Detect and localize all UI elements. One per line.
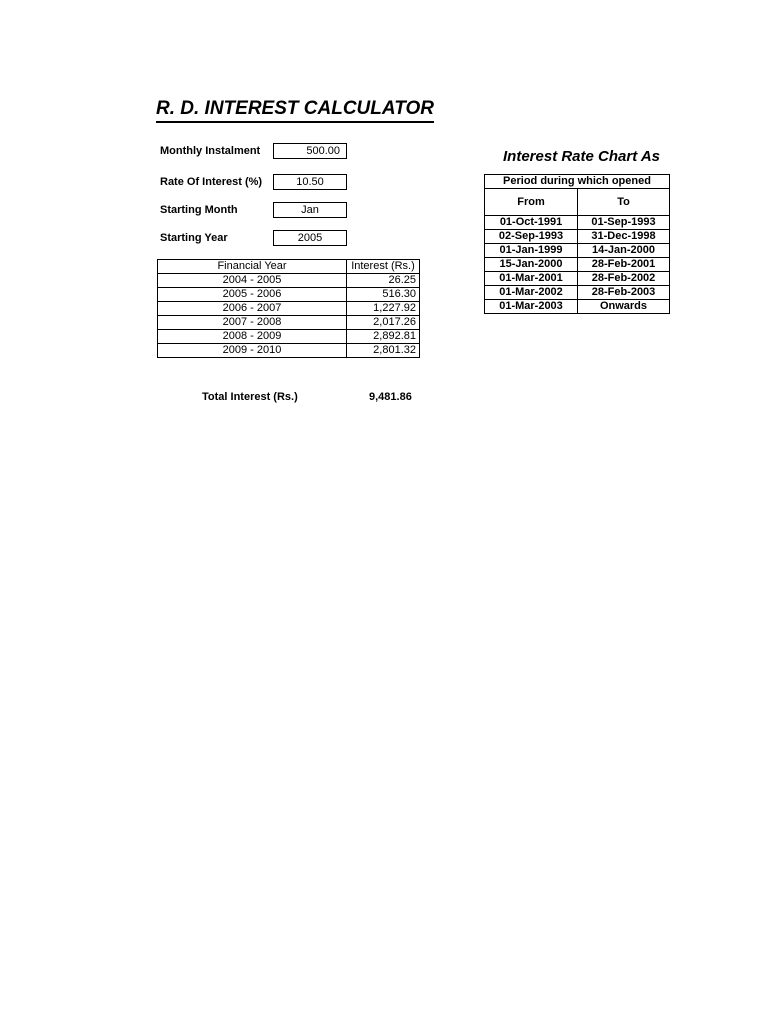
monthly-instalment-field[interactable]: 500.00 xyxy=(273,143,347,159)
table-row xyxy=(158,288,420,302)
table-row xyxy=(485,216,670,230)
table-header-row xyxy=(485,175,670,189)
total-interest-label: Total Interest (Rs.) xyxy=(202,391,298,403)
financial-year-cell: 2009 - 2010 xyxy=(158,344,347,358)
from-cell: 02-Sep-1993 xyxy=(485,230,578,244)
period-header: Period during which opened xyxy=(485,175,670,189)
monthly-instalment-label: Monthly Instalment xyxy=(160,145,261,157)
to-cell: 28-Feb-2002 xyxy=(578,272,670,286)
interest-cell: 2,892.81 xyxy=(347,330,420,344)
rate-chart-title: Interest Rate Chart As xyxy=(503,148,660,165)
table-header-row xyxy=(485,189,670,216)
starting-month-label: Starting Month xyxy=(160,204,238,216)
starting-month-field[interactable]: Jan xyxy=(273,202,347,218)
financial-year-header: Financial Year xyxy=(158,260,347,274)
interest-cell: 2,801.32 xyxy=(347,344,420,358)
financial-year-table xyxy=(157,259,420,358)
from-cell: 01-Mar-2002 xyxy=(485,286,578,300)
table-row xyxy=(158,302,420,316)
interest-cell: 516.30 xyxy=(347,288,420,302)
table-row xyxy=(485,286,670,300)
interest-cell: 2,017.26 xyxy=(347,316,420,330)
table-header-row xyxy=(158,260,420,274)
rate-of-interest-field[interactable]: 10.50 xyxy=(273,174,347,190)
interest-cell: 1,227.92 xyxy=(347,302,420,316)
starting-year-label: Starting Year xyxy=(160,232,228,244)
financial-year-cell: 2006 - 2007 xyxy=(158,302,347,316)
financial-year-cell: 2008 - 2009 xyxy=(158,330,347,344)
from-cell: 01-Jan-1999 xyxy=(485,244,578,258)
rate-of-interest-label: Rate Of Interest (%) xyxy=(160,176,263,188)
to-cell: Onwards xyxy=(578,300,670,314)
table-row xyxy=(158,316,420,330)
table-row xyxy=(158,274,420,288)
from-cell: 01-Oct-1991 xyxy=(485,216,578,230)
to-cell: 31-Dec-1998 xyxy=(578,230,670,244)
financial-year-cell: 2007 - 2008 xyxy=(158,316,347,330)
table-row xyxy=(158,344,420,358)
from-cell: 15-Jan-2000 xyxy=(485,258,578,272)
financial-year-cell: 2005 - 2006 xyxy=(158,288,347,302)
from-cell: 01-Mar-2001 xyxy=(485,272,578,286)
to-cell: 28-Feb-2003 xyxy=(578,286,670,300)
to-cell: 01-Sep-1993 xyxy=(578,216,670,230)
table-row xyxy=(485,300,670,314)
to-cell: 28-Feb-2001 xyxy=(578,258,670,272)
from-cell: 01-Mar-2003 xyxy=(485,300,578,314)
table-row xyxy=(158,330,420,344)
interest-rate-table xyxy=(484,174,670,314)
table-row xyxy=(485,244,670,258)
to-cell: 14-Jan-2000 xyxy=(578,244,670,258)
total-interest-value: 9,481.86 xyxy=(369,391,412,403)
page-title: R. D. INTEREST CALCULATOR xyxy=(156,98,434,123)
table-row xyxy=(485,230,670,244)
interest-header: Interest (Rs.) xyxy=(347,260,420,274)
from-header: From xyxy=(485,189,578,216)
interest-cell: 26.25 xyxy=(347,274,420,288)
financial-year-cell: 2004 - 2005 xyxy=(158,274,347,288)
to-header: To xyxy=(578,189,670,216)
starting-year-field[interactable]: 2005 xyxy=(273,230,347,246)
table-row xyxy=(485,272,670,286)
table-row xyxy=(485,258,670,272)
